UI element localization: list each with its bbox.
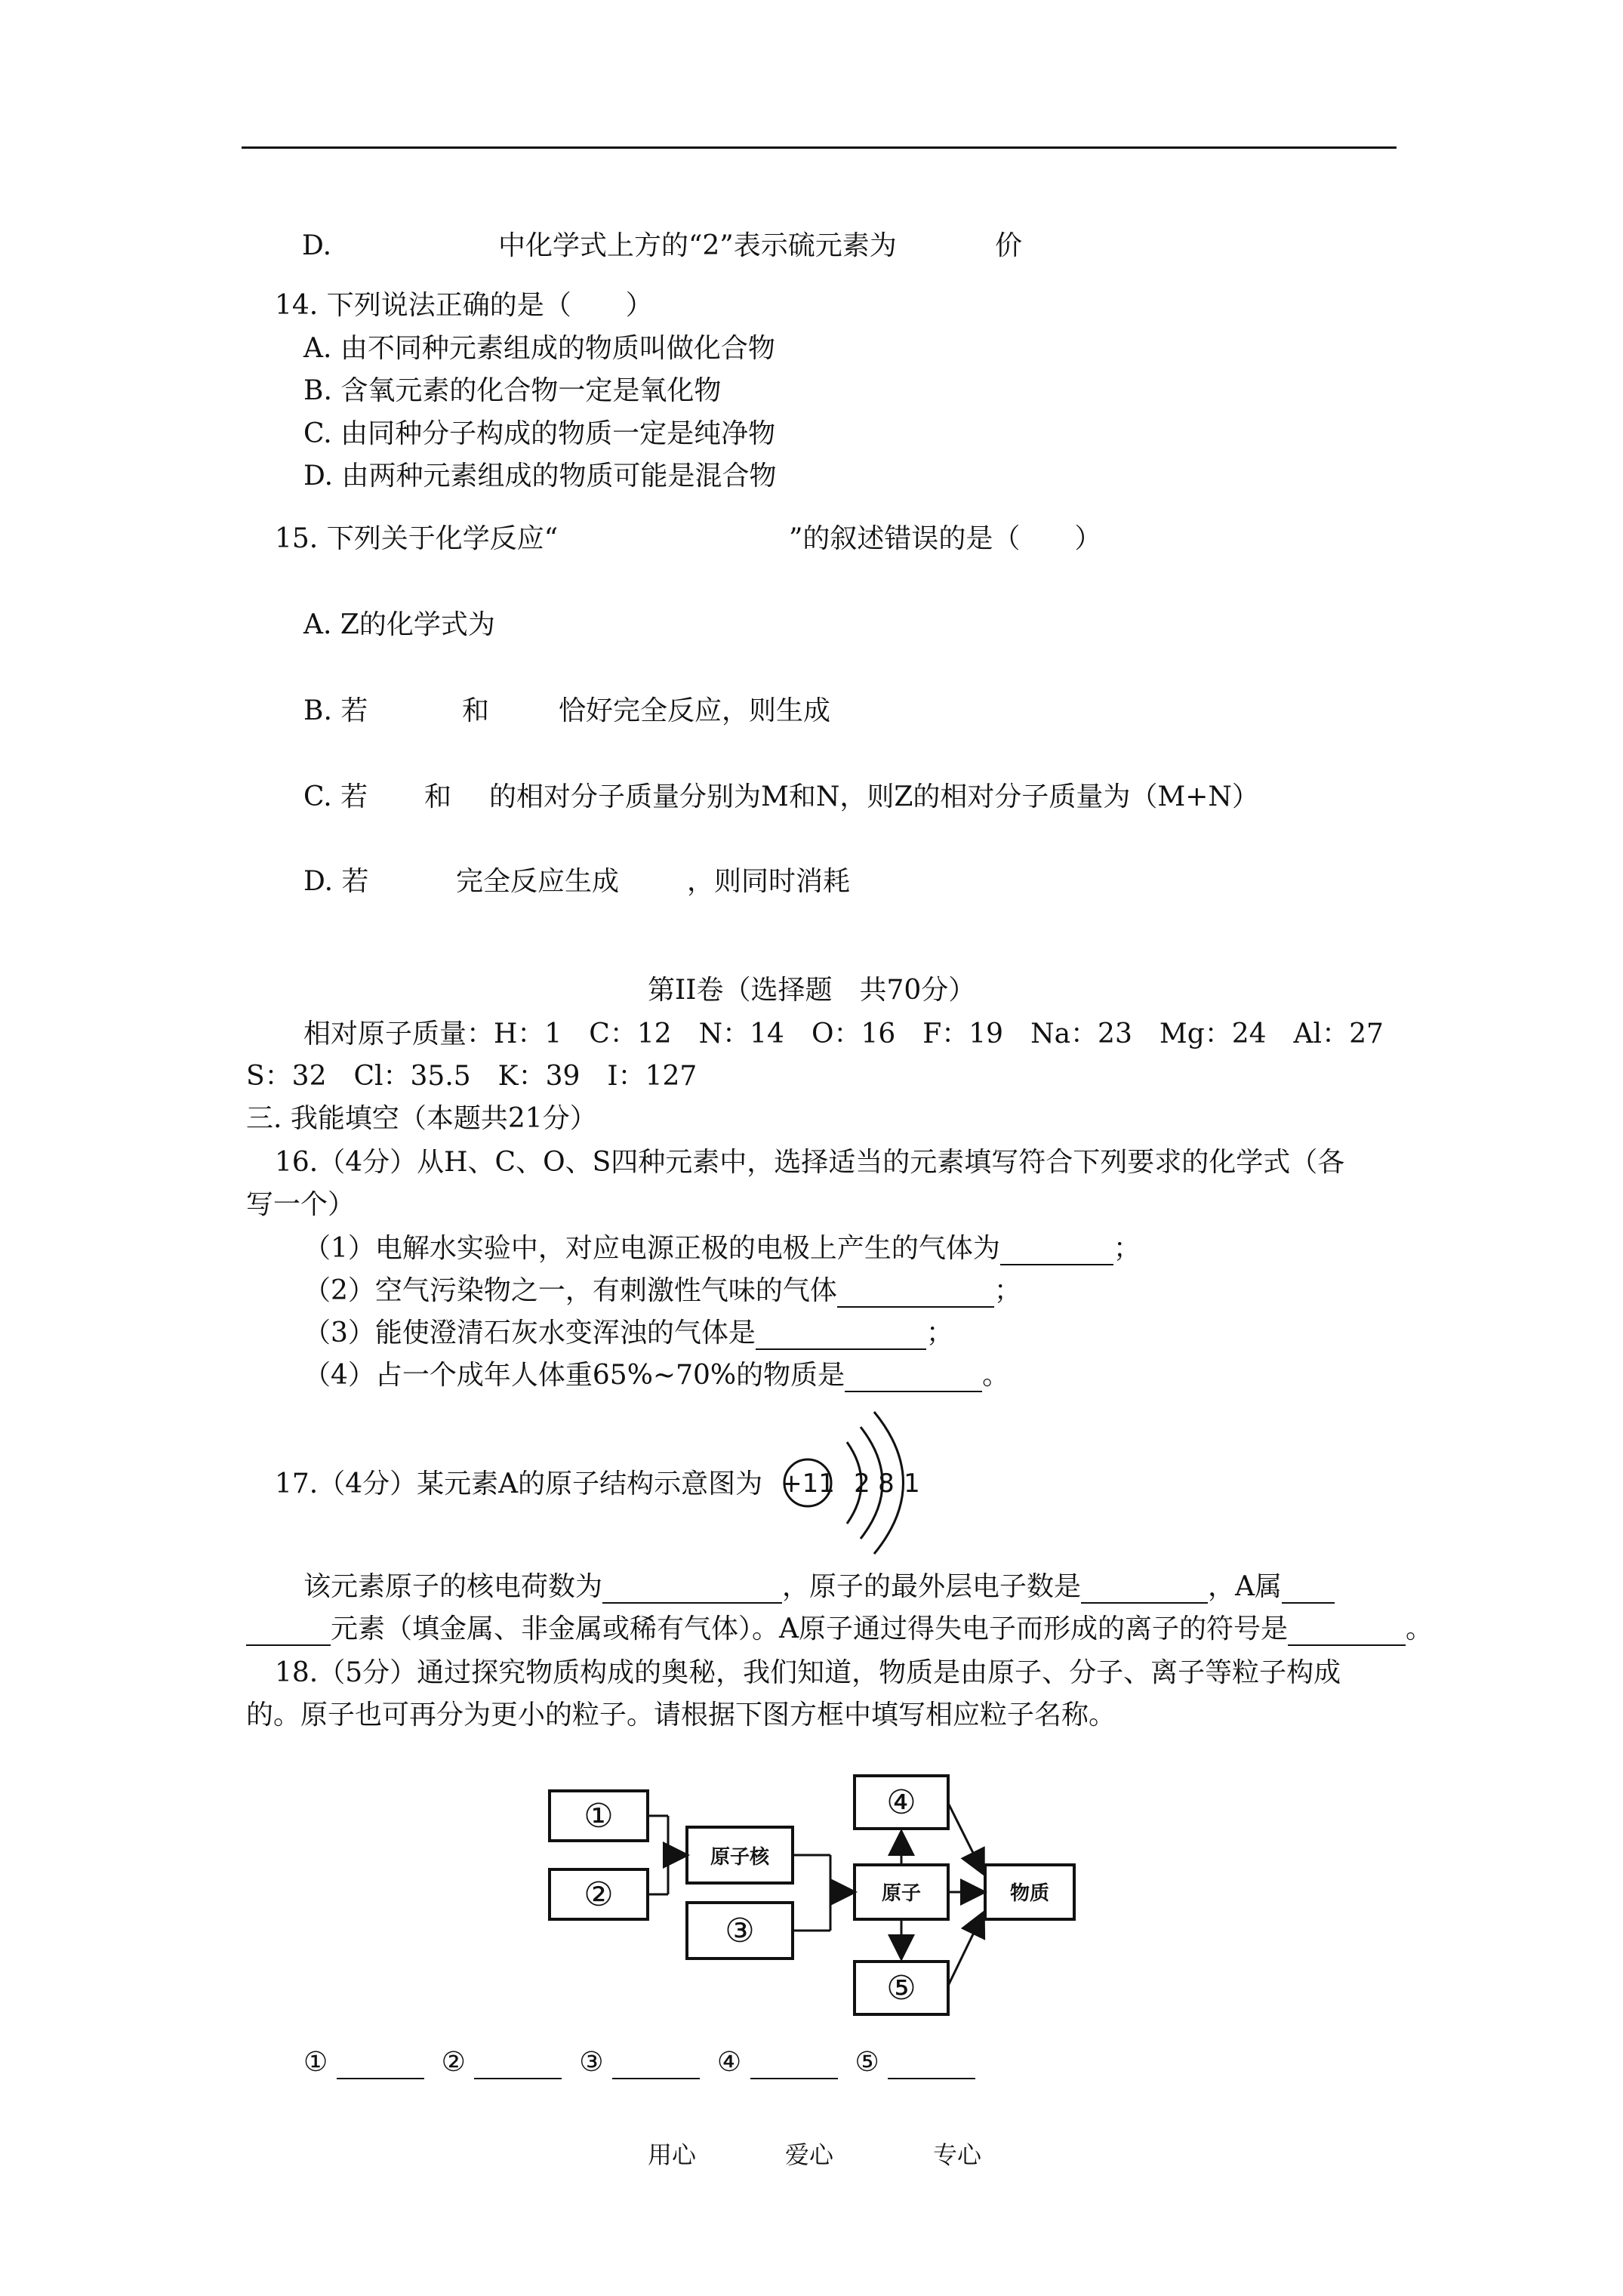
answer-blank[interactable] bbox=[474, 2051, 562, 2079]
q17-stem: 17.（4分）某元素A的原子结构示意图为 bbox=[275, 1469, 763, 1499]
shell-3-electrons: 1 bbox=[904, 1469, 920, 1499]
q18-stem-1: 18.（5分）通过探究物质构成的奥秘，我们知道，物质是由原子、分子、离子等粒子构成 bbox=[275, 1657, 1341, 1688]
box-1-label: ① bbox=[584, 1797, 614, 1835]
q15-option-a: A. Z的化学式为 bbox=[303, 609, 495, 640]
answer-blank[interactable] bbox=[750, 2051, 838, 2079]
q13-d-text: 中化学式上方的“2”表示硫元素为 bbox=[498, 230, 897, 261]
q17-line-2: 元素（填金属、非金属或稀有气体）。A原子通过得失电子而形成的离子的符号是 。 bbox=[246, 1613, 1433, 1646]
q14-option-c: C. 由同种分子构成的物质一定是纯净物 bbox=[303, 418, 776, 449]
q15-option-b-3: 恰好完全反应，则生成 bbox=[559, 695, 831, 726]
footer-text-1: 用心 bbox=[648, 2140, 697, 2169]
q16-item-1: （1）电解水实验中，对应电源正极的电极上产生的气体为 ； bbox=[303, 1233, 1141, 1264]
atomic-mass-line-2: S：32 Cl：35.5 K：39 I：127 bbox=[246, 1061, 698, 1092]
shell-1-electrons: 2 bbox=[854, 1469, 870, 1499]
footer-text-2: 爱心 bbox=[785, 2140, 834, 2169]
answer-blank[interactable] bbox=[246, 1617, 331, 1646]
q15-option-c-3: 的相对分子质量分别为M和N，则Z的相对分子质量为（M+N） bbox=[489, 781, 1259, 812]
footer-text-3: 专心 bbox=[933, 2140, 982, 2169]
matter-label: 物质 bbox=[1009, 1882, 1050, 1905]
q13-d-text-end: 价 bbox=[995, 230, 1023, 261]
part2-title: 第II卷（选择题 共70分） bbox=[648, 975, 976, 1006]
q14-option-b: B. 含氧元素的化合物一定是氧化物 bbox=[303, 375, 722, 406]
box-5-label: ⑤ bbox=[886, 1969, 916, 2008]
q16-stem-1: 16.（4分）从H、C、O、S四种元素中，选择适当的元素填写符合下列要求的化学式（各 bbox=[275, 1147, 1345, 1178]
q14-stem: 14. 下列说法正确的是（ ） bbox=[275, 290, 653, 321]
answer-blank[interactable] bbox=[1282, 1575, 1335, 1604]
answer-blank[interactable] bbox=[845, 1364, 982, 1392]
nucleus-charge: +11 bbox=[781, 1469, 835, 1499]
q15-option-d-2: 完全反应生成 bbox=[456, 866, 620, 897]
answer-blank[interactable] bbox=[756, 1321, 926, 1350]
atom-label: 原子 bbox=[881, 1882, 922, 1905]
answer-blank[interactable] bbox=[612, 2051, 700, 2079]
atomic-nucleus-label: 原子核 bbox=[710, 1846, 770, 1869]
q16-item-4: （4）占一个成年人体重65%~70%的物质是 。 bbox=[303, 1360, 1010, 1391]
q16-item-3: （3）能使澄清石灰水变浑浊的气体是 ； bbox=[303, 1318, 953, 1348]
q18-answers: ① ② ③ ④ ⑤ bbox=[303, 2046, 975, 2079]
q14-option-a: A. 由不同种元素组成的物质叫做化合物 bbox=[303, 333, 775, 364]
atomic-structure-diagram bbox=[778, 1404, 929, 1555]
q15-option-d-1: D. 若 bbox=[303, 866, 369, 897]
q16-item-2: （2）空气污染物之一，有刺激性气味的气体 ； bbox=[303, 1275, 1021, 1306]
section-3-title: 三. 我能填空（本题共21分） bbox=[246, 1103, 597, 1134]
q15-option-d-3: ，则同时消耗 bbox=[687, 866, 851, 897]
header-rule bbox=[242, 146, 1397, 149]
q16-stem-2: 写一个） bbox=[246, 1189, 356, 1220]
q15-option-b-2: 和 bbox=[462, 695, 490, 726]
answer-blank[interactable] bbox=[1081, 1575, 1208, 1604]
box-2-label: ② bbox=[584, 1875, 614, 1914]
shell-2-electrons: 8 bbox=[878, 1469, 895, 1499]
answer-blank[interactable] bbox=[837, 1279, 994, 1308]
q15-stem-end: ”的叙述错误的是（ ） bbox=[789, 523, 1102, 554]
q14-option-d: D. 由两种元素组成的物质可能是混合物 bbox=[303, 461, 777, 492]
answer-blank[interactable] bbox=[1288, 1617, 1406, 1646]
q15-option-c-2: 和 bbox=[424, 781, 452, 812]
q17-line-1: 该元素原子的核电荷数为 ，原子的最外层电子数是 ，A属 bbox=[303, 1570, 1335, 1604]
q13-d-label: D. bbox=[302, 230, 332, 261]
particle-structure-diagram bbox=[528, 1759, 1087, 2031]
q18-stem-2: 的。原子也可再分为更小的粒子。请根据下图方框中填写相应粒子名称。 bbox=[246, 1700, 1116, 1730]
box-3-label: ③ bbox=[725, 1912, 755, 1950]
atomic-mass-line-1: 相对原子质量：H：1 C：12 N：14 O：16 F：19 Na：23 Mg：24 Al：27 bbox=[303, 1019, 1384, 1049]
q15-option-c-1: C. 若 bbox=[303, 781, 368, 812]
answer-blank[interactable] bbox=[337, 2051, 424, 2079]
answer-blank[interactable] bbox=[1000, 1237, 1113, 1265]
answer-blank[interactable] bbox=[888, 2051, 975, 2079]
box-4-label: ④ bbox=[886, 1783, 916, 1822]
q15-option-b-1: B. 若 bbox=[303, 695, 368, 726]
q15-stem-start: 15. 下列关于化学反应“ bbox=[275, 523, 559, 554]
answer-blank[interactable] bbox=[602, 1575, 782, 1604]
